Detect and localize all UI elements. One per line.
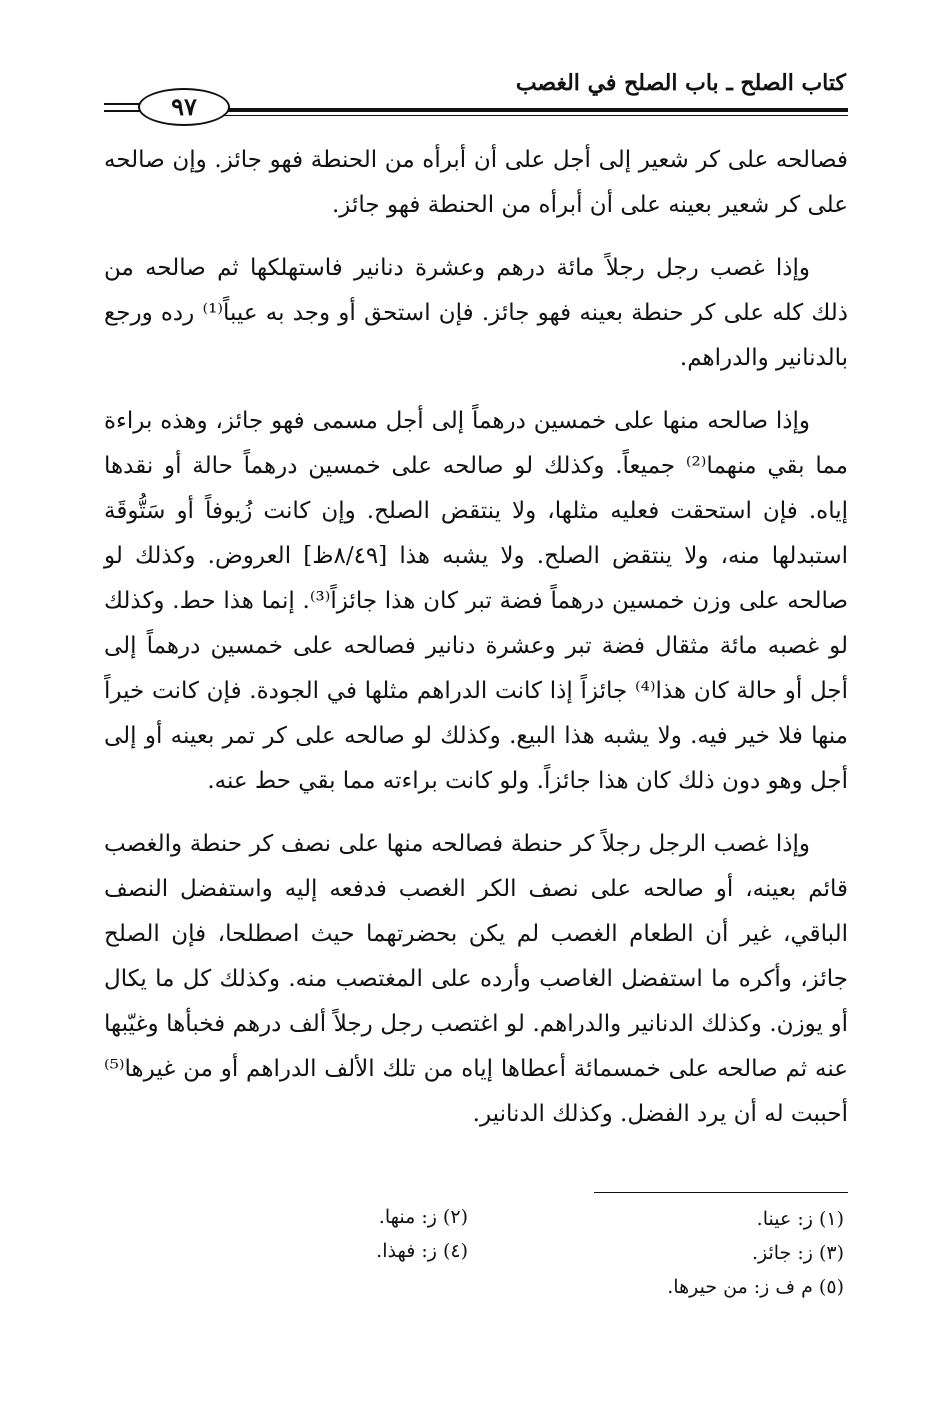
body-text xyxy=(104,138,848,1155)
header-rule-thin xyxy=(224,115,848,116)
footnote-4: (٤) ز: فهذا. xyxy=(376,1240,468,1262)
page-number-badge: ٩٧ xyxy=(138,88,230,126)
footnote-5: (٥) م ف ز: من حيرها. xyxy=(667,1276,844,1298)
paragraph-2: وإذا غصب رجل رجلاً مائة درهم وعشرة دنانير فاستهلكها ثم صالحه من ذلك كله على كر حنطة بعينه فهو جائز. فإن استحق أو وجد به عيباً⁽¹⁾ رده ورجع بالدنانير والدراهم. xyxy=(104,255,848,371)
paragraph-4: وإذا غصب الرجل رجلاً كر حنطة فصالحه منها على نصف كر حنطة والغصب قائم بعينه، أو صالحه على نصف الكر الغصب فدفعه إليه واستفضل النصف الباقي، غير أن الطعام الغصب لم يكن بحضرتهما حيث اصطلحا، فإن الصلح جائز، وأكره ما استفضل الغاصب وأرده على المغتصب منه. وكذلك كل ما يكال أو يوزن. وكذلك الدنانير والدراهم. لو اغتصب رجل رجلاً ألف درهم فخبأها وغيّبها عنه ثم صالحه على خمسمائة أعطاها إياه من تلك الألف الدراهم أو من غيرها⁽⁵⁾ أحببت له أن يرد الفضل. وكذلك الدنانير. xyxy=(104,831,848,1127)
footnote-3: (٣) ز: جائز. xyxy=(751,1242,844,1264)
paragraph-1: فصالحه على كر شعير إلى أجل على أن أبرأه من الحنطة فهو جائز. وإن صالحه على كر شعير بعينه على أن أبرأه من الحنطة فهو جائز. xyxy=(104,147,848,218)
paragraph-3: وإذا صالحه منها على خمسين درهماً إلى أجل مسمى فهو جائز، وهذه براءة مما بقي منهما⁽²⁾ جميعاً. وكذلك لو صالحه على خمسين درهماً حالة أو نقدها إياه. فإن استحقت فعليه مثلها، ولا ينتقض الصلح. وإن كانت زُيوفاً أو سَتُّوقَة استبدلها منه، ولا ينتقض الصلح. ولا يشبه هذا [٨/٤٩ظ] العروض. وكذلك لو صالحه على وزن خمسين درهماً فضة تبر كان هذا جائزاً⁽³⁾. إنما هذا حط. وكذلك لو غصبه مائة مثقال فضة تبر وعشرة دنانير فصالحه على خمسين درهماً إلى أجل أو حالة كان هذا⁽⁴⁾ جائزاً إذا كانت الدراهم مثلها في الجودة. فإن كانت خيراً منها فلا خير فيه. ولا يشبه هذا البيع. وكذلك لو صالحه على كر تمر بعينه أو إلى أجل وهو دون ذلك كان هذا جائزاً. ولو كانت براءته مما بقي حط عنه. xyxy=(104,408,849,794)
footnote-1: (١) ز: عينا. xyxy=(756,1208,844,1230)
header-rule-thick xyxy=(224,108,848,112)
running-title: كتاب الصلح ـ باب الصلح في الغصب xyxy=(515,70,846,96)
footnote-separator xyxy=(594,1192,848,1193)
footnote-2: (٢) ز: منها. xyxy=(378,1206,468,1228)
